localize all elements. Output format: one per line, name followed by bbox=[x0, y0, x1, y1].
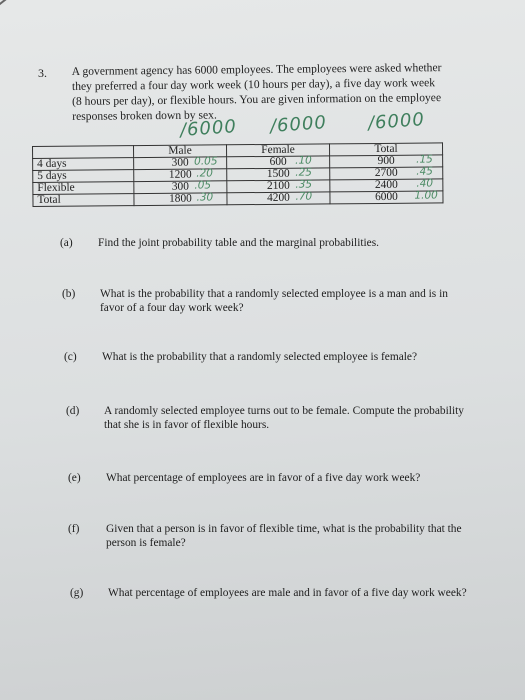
total-probability-note: 1.00 bbox=[414, 189, 438, 202]
male-value: 1200 bbox=[168, 168, 192, 181]
male-probability-note: 0.05 bbox=[194, 155, 218, 168]
male-cell bbox=[134, 169, 227, 182]
question-number: 3. bbox=[38, 66, 47, 80]
part-text: Find the joint probability table and the marginal probabilities. bbox=[98, 237, 380, 249]
female-probability-note: .70 bbox=[295, 190, 313, 203]
part-text: What is the probability that a randomly selected employee is female? bbox=[102, 351, 418, 363]
total-probability-note: .45 bbox=[416, 165, 433, 178]
male-probability-note: .30 bbox=[196, 191, 214, 204]
part-text: A randomly selected employee turns out to be female. Compute the probability that she is in favor of flexible hours. bbox=[104, 405, 464, 431]
handwritten-denominator-total: /6000 bbox=[367, 109, 426, 134]
male-cell bbox=[134, 193, 227, 206]
total-value: 900 bbox=[377, 154, 395, 167]
male-value: 1800 bbox=[169, 192, 192, 205]
total-value: 2400 bbox=[374, 178, 398, 192]
part-text: Given that a person is in favor of flexible time, what is the probability that the person is female? bbox=[106, 523, 462, 549]
female-value: 600 bbox=[269, 155, 287, 168]
part-text: What percentage of employees are male and in favor of a five day work week? bbox=[108, 587, 467, 599]
part-letter: (f) bbox=[68, 523, 80, 535]
part-text: What percentage of employees are in favor of a five day work week? bbox=[106, 472, 421, 484]
part-letter: (d) bbox=[66, 405, 80, 417]
part-letter: (c) bbox=[64, 351, 77, 363]
female-value: 4200 bbox=[267, 191, 290, 204]
total-cell bbox=[330, 191, 443, 204]
female-probability-note: .35 bbox=[295, 178, 313, 191]
total-probability-note: .15 bbox=[416, 153, 433, 166]
male-probability-note: .20 bbox=[196, 167, 214, 180]
total-value: 6000 bbox=[375, 190, 398, 204]
pen-mark bbox=[0, 0, 23, 8]
row-label: 4 days bbox=[33, 158, 134, 171]
header-total: Total bbox=[329, 143, 442, 156]
header-blank bbox=[33, 146, 134, 159]
handwritten-denominator-male: /6000 bbox=[179, 116, 238, 141]
header-male: Male bbox=[134, 145, 227, 158]
table-row bbox=[33, 191, 443, 207]
question-intro: A government agency has 6000 employees. The employees were asked whether they preferred a four day work week (10 hours per day), a five day work week (8 hours per day), or flexible hours. You are given information on the employee responses broken down by sex. bbox=[71, 61, 442, 123]
female-value: 2100 bbox=[266, 179, 290, 192]
male-value: 300 bbox=[171, 156, 189, 169]
female-probability-note: .10 bbox=[295, 154, 312, 167]
handwritten-denominator-female: /6000 bbox=[269, 112, 328, 137]
total-probability-note: .40 bbox=[416, 177, 434, 190]
part-letter: (a) bbox=[60, 237, 73, 249]
responses-table bbox=[32, 142, 444, 207]
female-cell bbox=[227, 192, 330, 205]
male-value: 300 bbox=[171, 180, 189, 193]
female-probability-note: .25 bbox=[295, 166, 312, 179]
row-label: Flexible bbox=[33, 182, 134, 195]
row-label: 5 days bbox=[33, 170, 134, 183]
part-text: What is the probability that a randomly selected employee is a man and is in favor of a four day work week? bbox=[100, 288, 448, 314]
part-letter: (b) bbox=[62, 288, 76, 300]
male-probability-note: .05 bbox=[194, 179, 212, 192]
part-letter: (g) bbox=[70, 587, 84, 599]
female-value: 1500 bbox=[266, 167, 290, 180]
part-letter: (e) bbox=[68, 472, 81, 484]
row-label: Total bbox=[33, 194, 134, 207]
total-value: 2700 bbox=[374, 166, 398, 180]
header-female: Female bbox=[226, 144, 329, 157]
